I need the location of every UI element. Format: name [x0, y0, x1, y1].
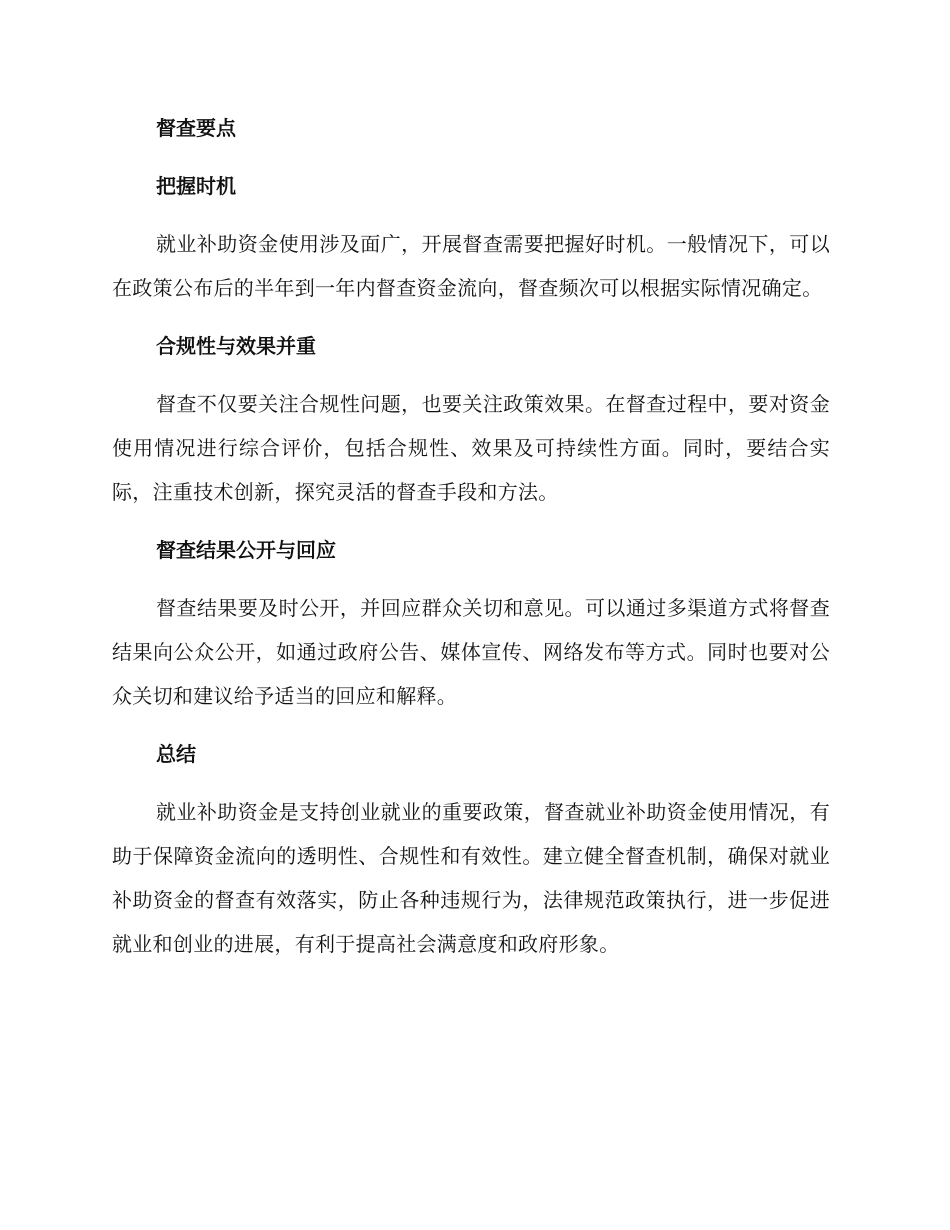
section-heading-compliance: 合规性与效果并重: [156, 334, 316, 358]
section-heading-summary: 总结: [156, 742, 196, 766]
main-heading: 督查要点: [156, 116, 236, 140]
section-heading-disclosure: 督查结果公开与回应: [156, 538, 336, 562]
section-heading-timing: 把握时机: [156, 174, 236, 198]
section-paragraph-summary: 就业补助资金是支持创业就业的重要政策，督查就业补助资金使用情况，有助于保障资金流向的透明性、合规性和有效性。建立健全督查机制，确保对就业补助资金的督查有效落实，防止各种违规行为，法律规范政策执行，进一步促进就业和创业的进展，有利于提高社会满意度和政府形象。: [112, 800, 830, 956]
document-page: [112, 106, 830, 980]
section-paragraph-compliance: 督查不仅要关注合规性问题，也要关注政策效果。在督查过程中，要对资金使用情况进行综合评价，包括合规性、效果及可持续性方面。同时，要结合实际，注重技术创新，探究灵活的督查手段和方法。: [112, 392, 830, 504]
section-paragraph-disclosure: 督查结果要及时公开，并回应群众关切和意见。可以通过多渠道方式将督查结果向公众公开，如通过政府公告、媒体宣传、网络发布等方式。同时也要对公众关切和建议给予适当的回应和解释。: [112, 596, 830, 708]
section-paragraph-timing: 就业补助资金使用涉及面广，开展督查需要把握好时机。一般情况下，可以在政策公布后的半年到一年内督查资金流向，督查频次可以根据实际情况确定。: [112, 232, 830, 300]
